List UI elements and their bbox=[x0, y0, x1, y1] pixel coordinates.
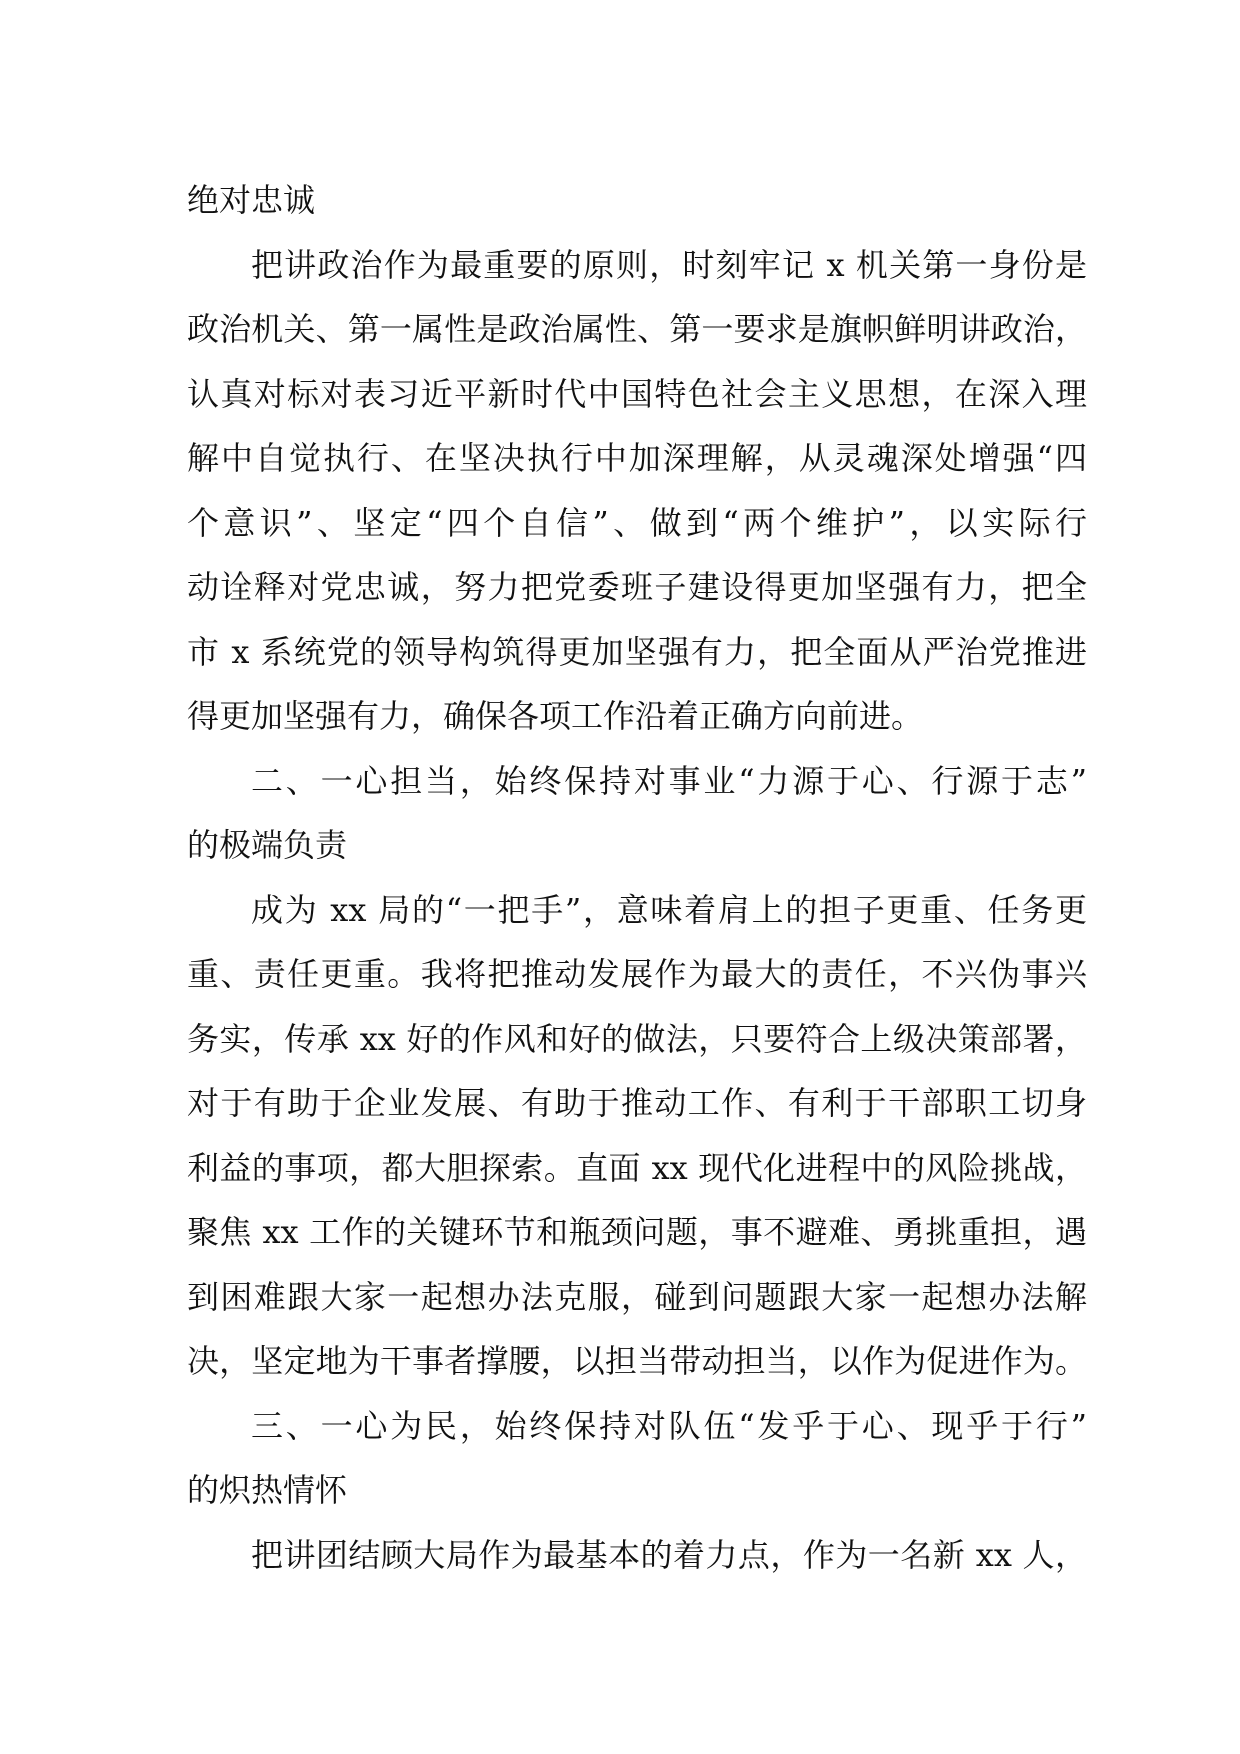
text-line: 重、责任更重。我将把推动发展作为最大的责任，不兴伪事兴 bbox=[187, 955, 1087, 993]
section-heading-line: 的极端负责 bbox=[187, 826, 348, 864]
text-line: 利益的事项，都大胆探索。直面 xx 现代化进程中的风险挑战， bbox=[187, 1148, 1087, 1187]
text-line: 解中自觉执行、在坚决执行中加深理解，从灵魂深处增强“四 bbox=[187, 439, 1087, 477]
text-line: 聚焦 xx 工作的关键环节和瓶颈问题，事不避难、勇挑重担，遇 bbox=[187, 1213, 1087, 1251]
text-line: 把讲政治作为最重要的原则，时刻牢记 x 机关第一身份是 bbox=[251, 245, 1087, 284]
text-line: 得更加坚强有力，确保各项工作沿着正确方向前进。 bbox=[187, 697, 924, 735]
section-heading-line: 三、一心为民，始终保持对队伍“发乎于心、现乎于行” bbox=[251, 1406, 1087, 1445]
text-line: 务实，传承 xx 好的作风和好的做法，只要符合上级决策部署， bbox=[187, 1019, 1087, 1058]
text-line: 认真对标对表习近平新时代中国特色社会主义思想，在深入理 bbox=[187, 374, 1087, 413]
text-line: 对于有助于企业发展、有助于推动工作、有利于干部职工切身 bbox=[187, 1084, 1087, 1122]
document-body bbox=[187, 168, 1087, 1587]
text-line: 市 x 系统党的领导构筑得更加坚强有力，把全面从严治党推进 bbox=[187, 632, 1087, 671]
text-line: 绝对忠诚 bbox=[187, 181, 316, 219]
text-line: 决，坚定地为干事者撑腰，以担当带动担当，以作为促进作为。 bbox=[187, 1342, 1087, 1380]
text-line: 到困难跟大家一起想办法克服，碰到问题跟大家一起想办法解 bbox=[187, 1277, 1087, 1316]
text-line: 政治机关、第一属性是政治属性、第一要求是旗帜鲜明讲政治， bbox=[187, 310, 1087, 348]
text-line: 把讲团结顾大局作为最基本的着力点，作为一名新 xx 人， bbox=[251, 1535, 1087, 1574]
text-line: 成为 xx 局的“一把手”，意味着肩上的担子更重、任务更 bbox=[251, 890, 1087, 929]
text-line: 动诠释对党忠诚，努力把党委班子建设得更加坚强有力，把全 bbox=[187, 568, 1087, 606]
section-heading-line: 二、一心担当，始终保持对事业“力源于心、行源于志” bbox=[251, 761, 1087, 800]
section-heading-line: 的炽热情怀 bbox=[187, 1471, 348, 1509]
text-line: 个意识”、坚定“四个自信”、做到“两个维护”，以实际行 bbox=[187, 503, 1087, 542]
